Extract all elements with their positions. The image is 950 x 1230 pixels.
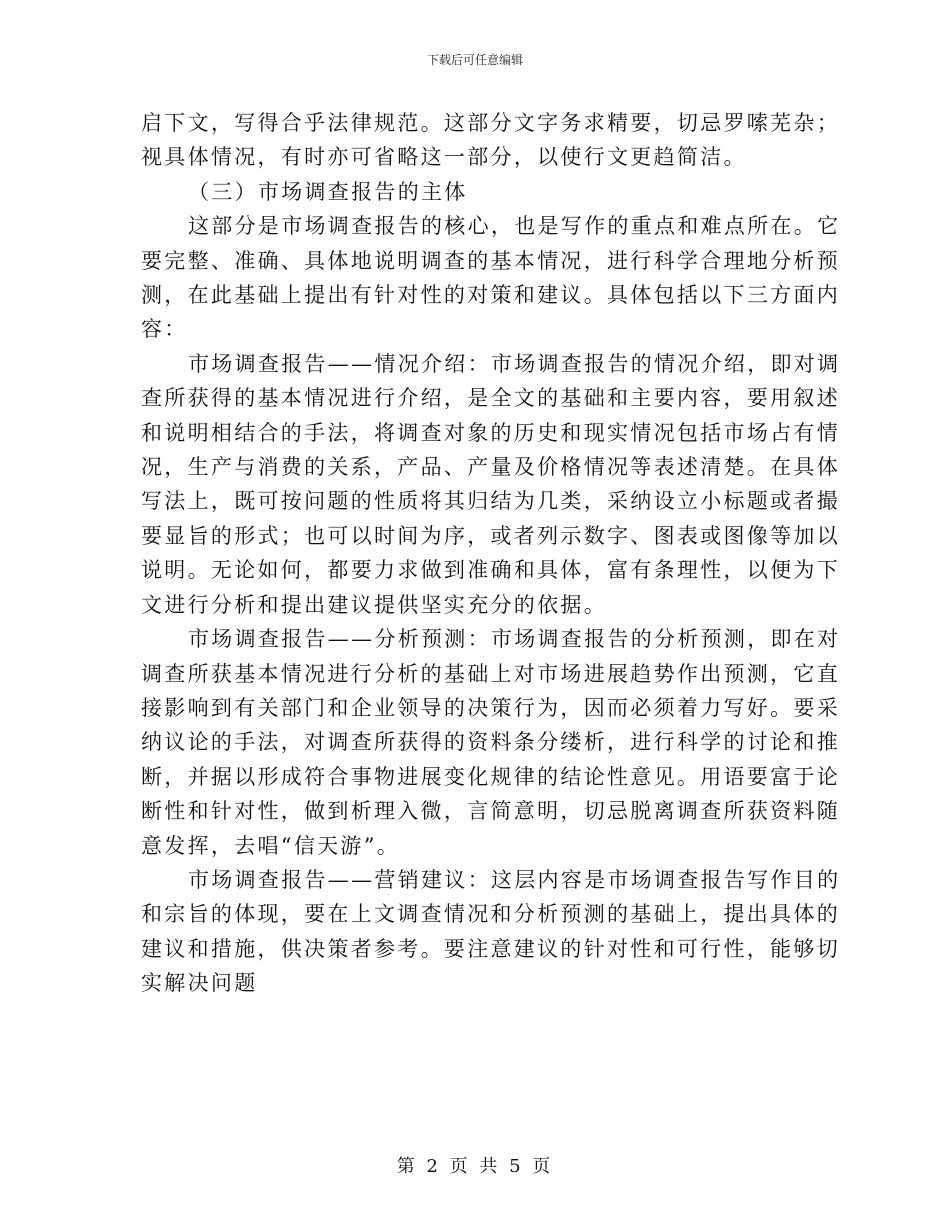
paragraph-suggestions [141, 863, 841, 1001]
text-line: 测，在此基础上提出有针对性的对策和建议。具体包括以下三方面内 [141, 283, 840, 308]
text-line: 市场调查报告——营销建议：这层内容是市场调查报告写作目的 [188, 867, 841, 892]
text-line: 断性和针对性，做到析理入微，言简意明，切忌脱离调查所获资料随 [141, 799, 840, 824]
text-line: 要完整、准确、具体地说明调查的基本情况，进行科学合理地分析预 [141, 248, 840, 273]
text-line: 这部分是市场调查报告的核心，也是写作的重点和难点所在。它 [188, 214, 841, 239]
paragraph-continuation [141, 106, 840, 175]
paragraph-situation [141, 347, 841, 622]
text-line: 要显旨的形式；也可以时间为序，或者列示数字、图表或图像等加以 [141, 523, 840, 548]
text-line: 容： [141, 317, 188, 342]
text-line: 纳议论的手法，对调查所获得的资料条分缕析，进行科学的讨论和推 [141, 730, 840, 755]
section-heading [141, 175, 811, 209]
text-line: 视具体情况，有时亦可省略这一部分，以使行文更趋简洁。 [141, 145, 747, 170]
text-line: 查所获得的基本情况进行介绍，是全文的基础和主要内容，要用叙述 [141, 386, 840, 411]
paragraph-analysis [141, 622, 841, 863]
text-line: 况，生产与消费的关系，产品、产量及价格情况等表述清楚。在具体 [141, 455, 840, 480]
page-number: 第 2 页 共 5 页 [396, 1156, 554, 1177]
text-line: 实解决问题 [141, 971, 258, 996]
text-line: 意发挥，去唱“信天游”。 [141, 833, 401, 858]
paragraph-core [141, 209, 841, 347]
text-line: 接影响到有关部门和企业领导的决策行为，因而必须着力写好。要采 [141, 695, 840, 720]
text-line: 文进行分析和提出建议提供坚实充分的依据。 [141, 592, 607, 617]
text-line: 和宗旨的体现，要在上文调查情况和分析预测的基础上，提出具体的 [141, 902, 840, 927]
text-line: 建议和措施，供决策者参考。要注意建议的针对性和可行性，能够切 [141, 936, 840, 961]
page-header: 下载后可任意编辑 [426, 53, 523, 67]
text-line: 说明。无论如何，都要力求做到准确和具体，富有条理性，以便为下 [141, 558, 840, 583]
document-body [141, 106, 841, 1001]
text-line: 写法上，既可按问题的性质将其归结为几类，采纳设立小标题或者撮 [141, 489, 840, 514]
heading-text: （三）市场调查报告的主体 [188, 179, 468, 204]
text-line: 调查所获基本情况进行分析的基础上对市场进展趋势作出预测，它直 [141, 661, 840, 686]
text-line: 市场调查报告——分析预测：市场调查报告的分析预测，即在对 [188, 627, 841, 652]
text-line: 和说明相结合的手法，将调查对象的历史和现实情况包括市场占有情 [141, 420, 840, 445]
text-line: 市场调查报告——情况介绍：市场调查报告的情况介绍，即对调 [188, 351, 841, 376]
text-line: 断，并据以形成符合事物进展变化规律的结论性意见。用语要富于论 [141, 764, 840, 789]
text-line: 启下文，写得合乎法律规范。这部分文字务求精要，切忌罗嗦芜杂； [141, 111, 840, 135]
